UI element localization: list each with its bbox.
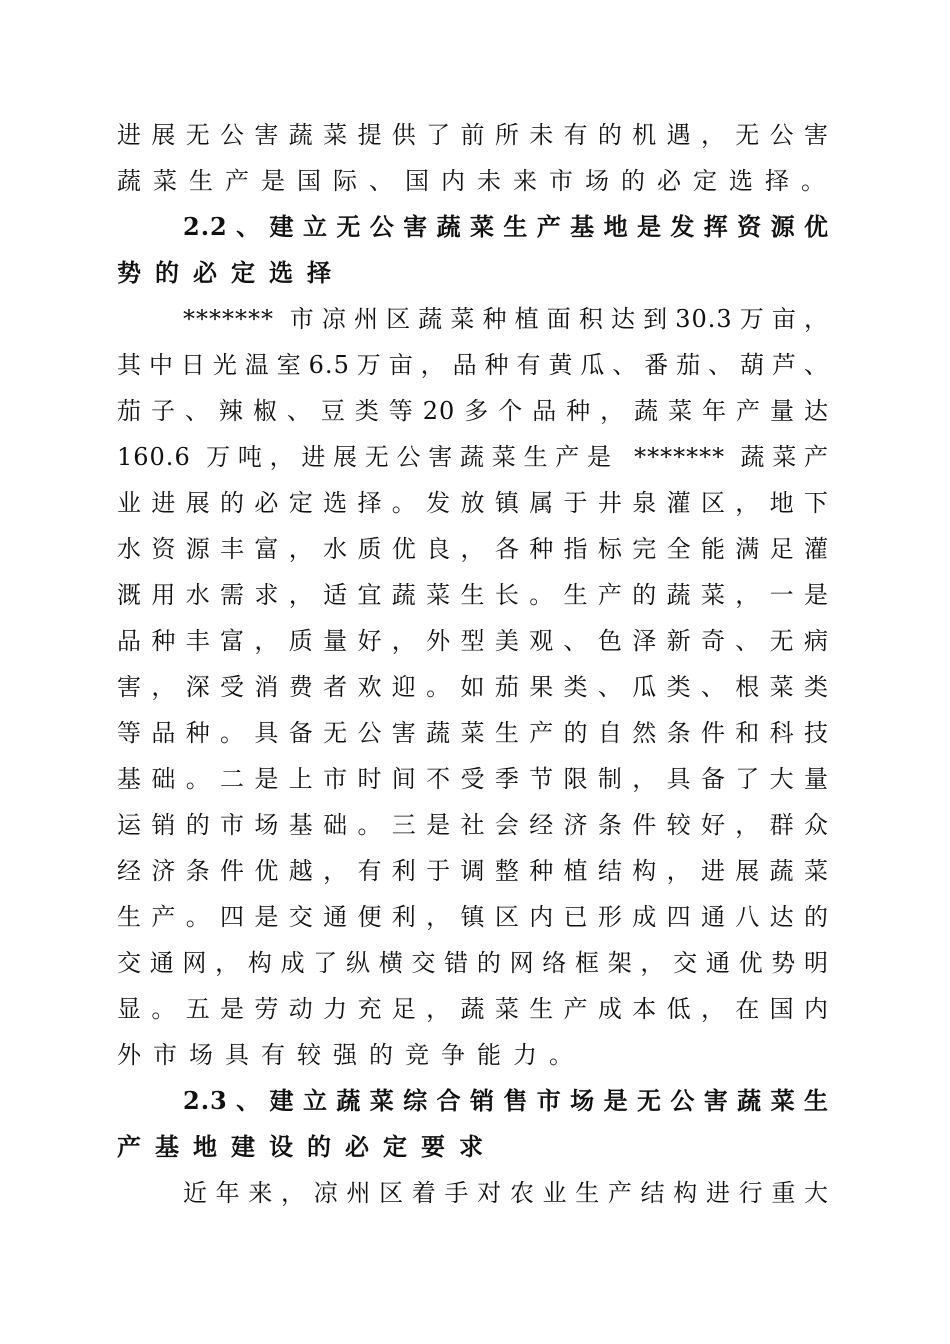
heading-line: 产基地建设的必定要求: [117, 1132, 497, 1161]
paragraph-line: 经济条件优越，有利于调整种植结构，进展蔬菜: [117, 857, 829, 885]
heading-line: 2.3、建立蔬菜综合销售市场是无公害蔬菜生: [183, 1086, 829, 1115]
section-2-3-paragraph: [117, 1170, 829, 1216]
paragraph-line: 其中日光温室6.5万亩，品种有黄瓜、番茄、葫芦、: [117, 351, 829, 379]
paragraph-line: 近年来，凉州区着手对农业生产结构进行重大: [183, 1179, 829, 1207]
paragraph-line: 运销的市场基础。三是社会经济条件较好，群众: [117, 811, 829, 839]
paragraph-line: 基础。二是上市时间不受季节限制，具备了大量: [117, 765, 829, 793]
paragraph-line: 交通网，构成了纵横交错的网络框架，交通优势明: [117, 949, 829, 977]
section-heading-2-2: [117, 204, 829, 296]
paragraph-line: 害，深受消费者欢迎。如茄果类、瓜类、根菜类: [117, 673, 829, 701]
paragraph-line: 水资源丰富，水质优良，各种指标完全能满足灌: [117, 535, 829, 563]
paragraph-line: 品种丰富，质量好，外型美观、色泽新奇、无病: [117, 627, 829, 655]
paragraph-line: 等品种。具备无公害蔬菜生产的自然条件和科技: [117, 719, 829, 747]
paragraph-line: ******* 市凉州区蔬菜种植面积达到30.3万亩，: [183, 305, 829, 333]
paragraph-line: 进展无公害蔬菜提供了前所未有的机遇，无公害: [117, 121, 829, 149]
section-2-2-paragraph: [117, 296, 829, 1078]
section-heading-2-3: [117, 1078, 829, 1170]
heading-line: 2.2、建立无公害蔬菜生产基地是发挥资源优: [183, 212, 829, 241]
paragraph-line: 显。五是劳动力充足，蔬菜生产成本低，在国内: [117, 995, 829, 1023]
paragraph-line: 溉用水需求，适宜蔬菜生长。生产的蔬菜，一是: [117, 581, 829, 609]
document-body: [117, 112, 837, 1216]
heading-line: 势的必定选择: [117, 258, 345, 287]
paragraph-line: 生产。四是交通便利，镇区内已形成四通八达的: [117, 903, 829, 931]
paragraph-line: 业进展的必定选择。发放镇属于井泉灌区，地下: [117, 489, 829, 517]
intro-paragraph: [117, 112, 837, 204]
paragraph-line: 蔬菜生产是国际、国内未来市场的必定选择。: [117, 167, 837, 195]
paragraph-line: 外市场具有较强的竞争能力。: [117, 1041, 585, 1069]
paragraph-line: 160.6 万吨，进展无公害蔬菜生产是 ******* 蔬菜产: [117, 443, 829, 471]
paragraph-line: 茄子、辣椒、豆类等20多个品种，蔬菜年产量达: [117, 397, 829, 425]
